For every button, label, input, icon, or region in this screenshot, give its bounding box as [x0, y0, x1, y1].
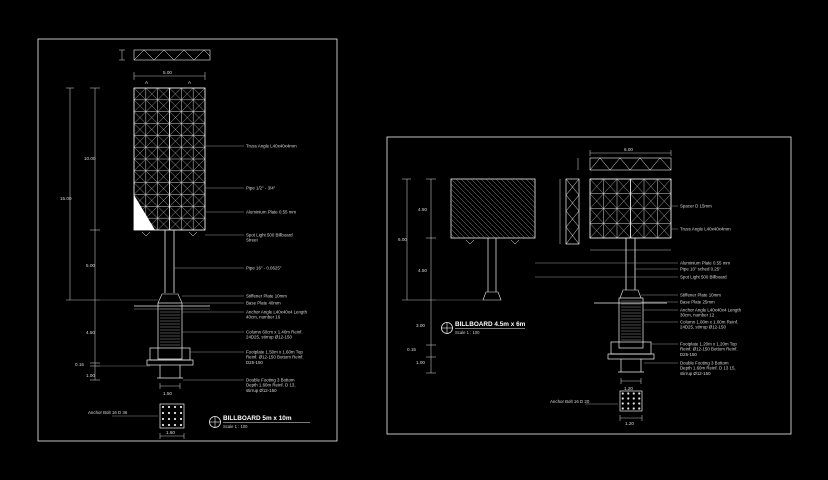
- right-note-2: Spacer D 15mm: [680, 203, 712, 209]
- right-title: BILLBOARD 4.5m x 6m: [455, 321, 526, 328]
- left-foot-dim: 1.50: [163, 391, 172, 396]
- right-dim-plinth: 0.15: [407, 347, 416, 352]
- left-dim-total: 15.00: [60, 196, 72, 201]
- right-top-truss: [578, 147, 671, 170]
- left-top-truss-detail: [119, 50, 210, 60]
- right-sheet: [387, 137, 791, 434]
- right-anchor-bolt-plan: [550, 391, 642, 426]
- right-note-5: Stiffener Plate 10mm: [680, 292, 721, 298]
- left-dim-billboard: 10.00: [84, 156, 96, 161]
- left-post-and-foundation: [134, 230, 210, 389]
- right-note-8: Column 1.00m x 1.00m Reinf. 24D25, stirrup Ø12-150: [680, 319, 739, 330]
- left-vertical-dimensions: [60, 88, 172, 396]
- right-foot-dim: 1.20: [624, 386, 633, 391]
- right-note-0: Aluminium Plate 0.55 mm: [680, 260, 731, 266]
- right-front-elevation: [451, 179, 535, 300]
- svg-text:A: A: [145, 80, 149, 85]
- right-note-9: Footplate 1.20m x 1.20m Top Reinf. Ø12-150 Bottom Reinf. D25-150: [680, 341, 738, 357]
- right-note-3: Truss Angle L40x40x4mm: [680, 226, 731, 232]
- right-anchor-label: Anchor Bolt 16 D 20: [550, 399, 590, 404]
- right-note-7: Anchor Angle L40x40x4 Length 30cm, number 12: [680, 307, 742, 318]
- left-anchor-label: Anchor Bolt 16 D 36: [88, 410, 128, 415]
- right-sheet-border: [387, 137, 791, 434]
- left-note-4: Pipe 16" - 0.0625": [246, 265, 282, 271]
- right-dim-column: 3.00: [416, 323, 425, 328]
- right-truss-face: [590, 179, 671, 391]
- right-top-dim: 6.00: [624, 147, 633, 152]
- left-note-0: Truss Angle L40x40x4mm: [246, 143, 297, 149]
- left-dim-post: 5.00: [86, 263, 95, 268]
- right-dim-post: 4.50: [418, 268, 427, 273]
- left-note-10: Double Footing 3 Bottom Depth 1.60m Reinf. D 13, stirrup Ø12-150: [246, 377, 296, 393]
- left-note-7: Anchor Angle L40x40x4 Length 40cm, number 16: [246, 309, 308, 320]
- right-note-6: Base Plate 25mm: [680, 299, 715, 305]
- right-dim-total: 6.00: [398, 237, 407, 242]
- left-note-2: Aluminium Plate 0.55 mm: [246, 209, 297, 215]
- left-scale: Scale 1 : 100: [223, 424, 248, 429]
- left-note-6: Base Plate 40mm: [246, 300, 281, 306]
- right-scale: Scale 1 : 100: [455, 330, 480, 335]
- left-note-5: Stiffener Plate 10mm: [246, 293, 287, 299]
- left-dim-plinth: 0.15: [75, 362, 84, 367]
- left-note-8: Column 60cm x 1.40m Reinf. 24D25, stirrup Ø12-150: [246, 329, 303, 340]
- left-note-3: Spot Light 500 Billboard Street: [246, 232, 293, 243]
- left-note-9: Footplate 1.50m x 1.60m Top Reinf. Ø12-150 Bottom Reinf. D25-150: [246, 349, 304, 365]
- left-note-1: Pipe 1/2" - 3/4": [246, 185, 276, 191]
- right-dim-billboard: 4.50: [418, 207, 427, 212]
- svg-text:A: A: [188, 80, 192, 85]
- right-title-block[interactable]: [442, 321, 526, 335]
- left-notes: [174, 144, 308, 393]
- left-dim-footing: 1.00: [86, 373, 95, 378]
- left-title-block[interactable]: [210, 415, 311, 429]
- left-sheet: [38, 39, 337, 441]
- right-note-10: Double Footing 3 Bottom Depth 1.60m Reinf. D 13 15, stirrup Ø12-150: [680, 360, 736, 376]
- right-note-4: Pipe 10" sched 0.25": [680, 266, 721, 272]
- left-top-dim: 5.00: [163, 70, 172, 75]
- left-anchor-dim: 1.60: [166, 430, 175, 435]
- right-note-1: Spot Light 500 Billboard: [680, 274, 727, 280]
- right-dim-footing: 1.00: [416, 360, 425, 365]
- left-billboard-face: [134, 88, 205, 236]
- right-side-truss: [560, 179, 579, 244]
- right-anchor-dim: 1.20: [625, 421, 634, 426]
- left-dim-column: 4.50: [86, 330, 95, 335]
- left-anchor-bolt-plan: [88, 404, 184, 439]
- left-title: BILLBOARD 5m x 10m: [223, 415, 292, 422]
